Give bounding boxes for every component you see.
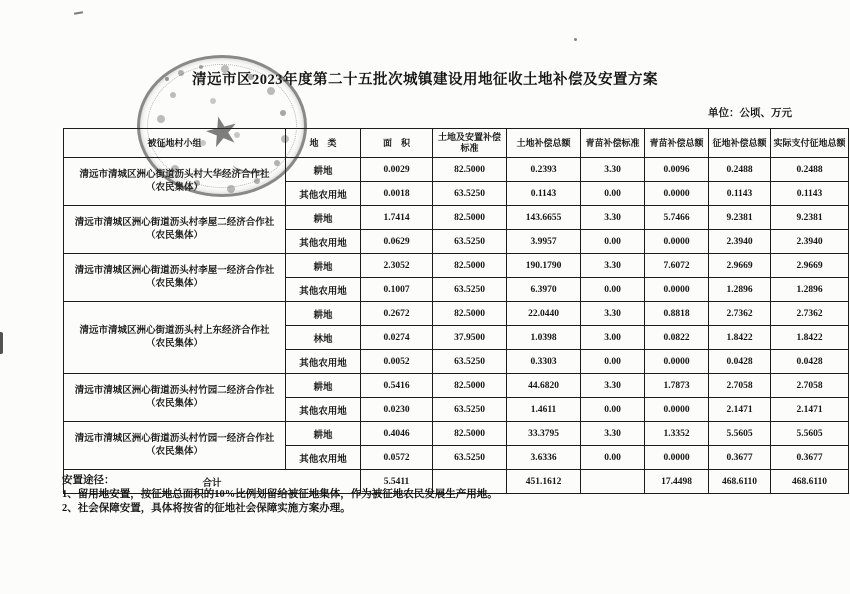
- value-cell: 1.2896: [771, 278, 849, 302]
- value-cell: 0.1007: [361, 278, 433, 302]
- value-cell: 2.9669: [709, 254, 771, 278]
- table-row: [64, 254, 849, 278]
- total-label: 合计: [64, 470, 361, 494]
- value-cell: 0.0572: [361, 446, 433, 470]
- value-cell: 3.30: [581, 374, 645, 398]
- value-cell: 0.00: [581, 350, 645, 374]
- value-cell: 0.3677: [771, 446, 849, 470]
- col-header-land-resettle-rate: 土地及安置补偿标准: [433, 129, 507, 158]
- total-actual-paid: 468.6110: [771, 470, 849, 494]
- value-cell: 0.00: [581, 446, 645, 470]
- value-cell: 0.2488: [771, 158, 849, 182]
- value-cell: 1.7414: [361, 206, 433, 230]
- value-cell: 0.0018: [361, 182, 433, 206]
- value-cell: 0.0000: [645, 278, 709, 302]
- value-cell: 0.00: [581, 278, 645, 302]
- village-group-name-cell: [64, 206, 286, 254]
- value-cell: 0.0000: [645, 446, 709, 470]
- table-row: [64, 206, 849, 230]
- value-cell: 82.5000: [433, 206, 507, 230]
- value-cell: 37.9500: [433, 326, 507, 350]
- table-row: [64, 422, 849, 446]
- col-header-village-group: 被征地村小组: [64, 129, 286, 158]
- land-type-cell: 耕地: [286, 422, 361, 446]
- value-cell: 3.30: [581, 206, 645, 230]
- group-name: 清远市清城区洲心街道沥头村李屋二经济合作社: [74, 217, 275, 228]
- group-name: 清远市清城区洲心街道沥头村竹园一经济合作社: [74, 433, 275, 444]
- note-item-1: 1、留用地安置，按征地总面积的10%比例划留给被征地集体，作为被征地农民发展生产用地。: [62, 489, 498, 501]
- land-type-cell: 耕地: [286, 206, 361, 230]
- value-cell: 63.5250: [433, 398, 507, 422]
- value-cell: 5.5605: [771, 422, 849, 446]
- col-header-acquisition-total: 征地补偿总额: [709, 129, 771, 158]
- value-cell: 2.3940: [709, 230, 771, 254]
- group-subname: （农民集体）: [145, 182, 203, 193]
- value-cell: 0.0428: [771, 350, 849, 374]
- land-type-cell: 耕地: [286, 302, 361, 326]
- value-cell: 0.2672: [361, 302, 433, 326]
- col-header-seedling-rate: 青苗补偿标准: [581, 129, 645, 158]
- value-cell: 5.5605: [709, 422, 771, 446]
- notes-heading: 安置途径：: [62, 475, 115, 486]
- group-subname: （农民集体）: [145, 278, 203, 289]
- table-row: [64, 374, 849, 398]
- table-body: [64, 158, 849, 470]
- group-subname: （农民集体）: [145, 446, 203, 457]
- value-cell: 7.6072: [645, 254, 709, 278]
- value-cell: 0.0822: [645, 326, 709, 350]
- value-cell: 0.3303: [507, 350, 581, 374]
- value-cell: 0.0029: [361, 158, 433, 182]
- group-subname: （农民集体）: [145, 398, 203, 409]
- value-cell: 0.00: [581, 182, 645, 206]
- total-land-comp: 451.1612: [507, 470, 581, 494]
- land-type-cell: 耕地: [286, 254, 361, 278]
- value-cell: 0.0274: [361, 326, 433, 350]
- land-type-cell: 其他农用地: [286, 182, 361, 206]
- value-cell: 1.7873: [645, 374, 709, 398]
- group-name: 清远市清城区洲心街道沥头村李屋一经济合作社: [74, 265, 275, 276]
- value-cell: 3.30: [581, 254, 645, 278]
- value-cell: 3.00: [581, 326, 645, 350]
- group-subname: （农民集体）: [145, 230, 203, 241]
- col-header-land-comp-total: 土地补偿总额: [507, 129, 581, 158]
- group-subname: （农民集体）: [145, 338, 203, 349]
- value-cell: 82.5000: [433, 158, 507, 182]
- value-cell: 0.3677: [709, 446, 771, 470]
- group-name: 清远市清城区洲心街道沥头村上东经济合作社: [79, 325, 270, 336]
- unit-label: 单位：公顷、万元: [708, 108, 792, 119]
- value-cell: 63.5250: [433, 182, 507, 206]
- value-cell: 2.3052: [361, 254, 433, 278]
- value-cell: 2.7058: [771, 374, 849, 398]
- value-cell: 0.0052: [361, 350, 433, 374]
- value-cell: 63.5250: [433, 230, 507, 254]
- value-cell: 0.0096: [645, 158, 709, 182]
- value-cell: 1.2896: [709, 278, 771, 302]
- value-cell: 0.00: [581, 398, 645, 422]
- group-name: 清远市清城区洲心街道沥头村竹园二经济合作社: [74, 385, 275, 396]
- scan-speck: [74, 11, 83, 15]
- value-cell: 3.9957: [507, 230, 581, 254]
- land-type-cell: 其他农用地: [286, 278, 361, 302]
- value-cell: 63.5250: [433, 278, 507, 302]
- value-cell: 0.5416: [361, 374, 433, 398]
- value-cell: 33.3795: [507, 422, 581, 446]
- total-seedling-comp: 17.4498: [645, 470, 709, 494]
- value-cell: 0.0000: [645, 230, 709, 254]
- col-header-seedling-total: 青苗补偿总额: [645, 129, 709, 158]
- value-cell: 0.0000: [645, 398, 709, 422]
- value-cell: 2.1471: [709, 398, 771, 422]
- value-cell: 143.6655: [507, 206, 581, 230]
- col-header-land-type: 地 类: [286, 129, 361, 158]
- village-group-name-cell: [64, 374, 286, 422]
- value-cell: 2.7362: [771, 302, 849, 326]
- scan-speck: [0, 332, 3, 354]
- value-cell: 2.7362: [709, 302, 771, 326]
- official-seal-stamp: [137, 55, 307, 197]
- value-cell: 9.2381: [771, 206, 849, 230]
- value-cell: 82.5000: [433, 302, 507, 326]
- total-acquisition-comp: 468.6110: [709, 470, 771, 494]
- land-type-cell: 其他农用地: [286, 350, 361, 374]
- value-cell: 2.7058: [709, 374, 771, 398]
- village-group-name-cell: [64, 254, 286, 302]
- value-cell: 0.1143: [507, 182, 581, 206]
- value-cell: 0.0230: [361, 398, 433, 422]
- page-title: 清远市区2023年度第二十五批次城镇建设用地征收土地补偿及安置方案: [192, 72, 658, 88]
- value-cell: 5.7466: [645, 206, 709, 230]
- value-cell: 2.1471: [771, 398, 849, 422]
- resettlement-notes: [62, 474, 802, 516]
- value-cell: 2.3940: [771, 230, 849, 254]
- land-type-cell: 其他农用地: [286, 230, 361, 254]
- value-cell: 63.5250: [433, 350, 507, 374]
- value-cell: 0.0428: [709, 350, 771, 374]
- land-type-cell: 耕地: [286, 158, 361, 182]
- value-cell: 1.8422: [771, 326, 849, 350]
- value-cell: 0.8818: [645, 302, 709, 326]
- value-cell: 1.8422: [709, 326, 771, 350]
- value-cell: 0.2393: [507, 158, 581, 182]
- table-row: [64, 302, 849, 326]
- value-cell: 0.0000: [645, 182, 709, 206]
- value-cell: 22.0440: [507, 302, 581, 326]
- value-cell: 190.1790: [507, 254, 581, 278]
- village-group-name-cell: [64, 302, 286, 374]
- value-cell: 3.6336: [507, 446, 581, 470]
- value-cell: 0.1143: [771, 182, 849, 206]
- value-cell: 1.3352: [645, 422, 709, 446]
- value-cell: 3.30: [581, 422, 645, 446]
- stamp-ink-smudge: [165, 77, 169, 81]
- value-cell: 6.3970: [507, 278, 581, 302]
- value-cell: 82.5000: [433, 422, 507, 446]
- value-cell: 0.00: [581, 230, 645, 254]
- col-header-area: 面 积: [361, 129, 433, 158]
- value-cell: 0.0629: [361, 230, 433, 254]
- value-cell: 0.1143: [709, 182, 771, 206]
- value-cell: 3.30: [581, 158, 645, 182]
- star-icon: ★: [199, 105, 245, 158]
- value-cell: 2.9669: [771, 254, 849, 278]
- group-name: 清远市清城区洲心街道沥头村大华经济合作社: [79, 169, 270, 180]
- value-cell: 9.2381: [709, 206, 771, 230]
- land-type-cell: 林地: [286, 326, 361, 350]
- value-cell: 63.5250: [433, 446, 507, 470]
- value-cell: 82.5000: [433, 374, 507, 398]
- total-area: 5.5411: [361, 470, 433, 494]
- value-cell: 1.4611: [507, 398, 581, 422]
- col-header-actual-paid-total: 实际支付征地总额: [771, 129, 849, 158]
- value-cell: 1.0398: [507, 326, 581, 350]
- land-type-cell: 耕地: [286, 374, 361, 398]
- value-cell: 0.0000: [645, 350, 709, 374]
- land-type-cell: 其他农用地: [286, 398, 361, 422]
- value-cell: 3.30: [581, 302, 645, 326]
- land-type-cell: 其他农用地: [286, 446, 361, 470]
- value-cell: 82.5000: [433, 254, 507, 278]
- value-cell: 0.4046: [361, 422, 433, 446]
- value-cell: 44.6820: [507, 374, 581, 398]
- village-group-name-cell: [64, 422, 286, 470]
- value-cell: 0.2488: [709, 158, 771, 182]
- scan-speck: [574, 38, 577, 41]
- note-item-2: 2、社会保障安置，具体将按省的征地社会保障实施方案办理。: [62, 503, 351, 515]
